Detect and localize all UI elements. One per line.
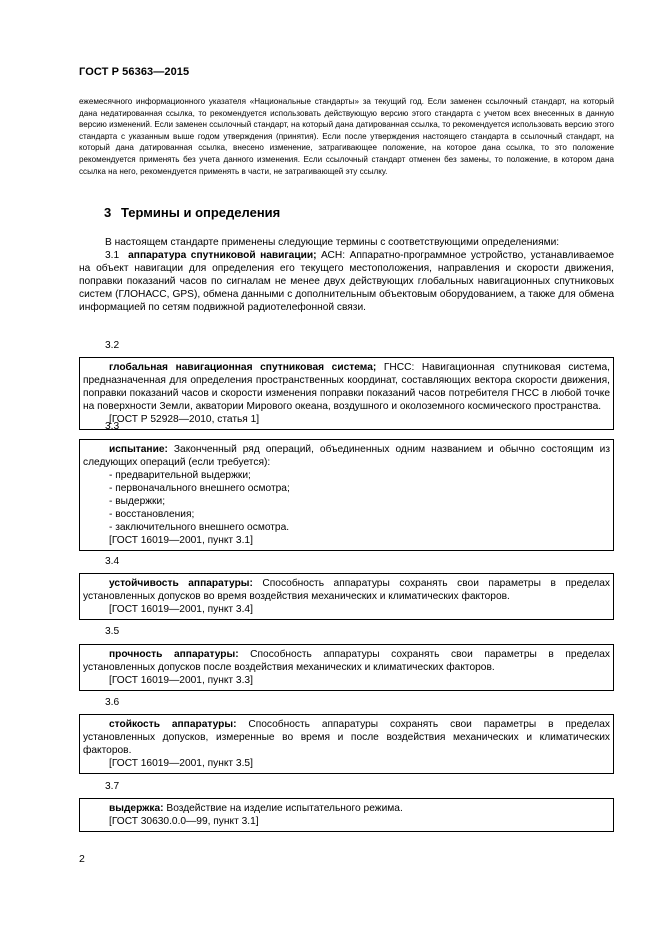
term-3-2-ref: [ГОСТ Р 52928—2010, статья 1] [109,414,260,425]
term-3-4-definition [83,577,610,603]
term-3-5-number: 3.5 [105,626,120,637]
term-3-6-term: стойкость аппаратуры: [109,719,237,730]
term-3-4-number: 3.4 [105,556,120,567]
term-3-6-definition [83,718,610,757]
term-3-3-term: испытание: [109,444,168,455]
term-3-3-definition [83,443,610,469]
section-number: 3 [104,205,112,220]
term-3-2-box [79,357,614,430]
term-3-5-definition [83,648,610,674]
document-header: ГОСТ Р 56363—2015 [79,66,190,78]
term-3-3-number: 3.3 [105,421,120,432]
list-item: - восстановления; [109,509,195,520]
term-3-7-term: выдержка: [109,803,164,814]
term-3-1 [79,249,614,314]
term-3-3-ref: [ГОСТ 16019—2001, пункт 3.1] [109,535,253,546]
intro-paragraph [79,96,614,177]
term-3-7-box [79,798,614,832]
term-3-5-term: прочность аппаратуры: [109,649,239,660]
term-3-6-number: 3.6 [105,697,120,708]
term-3-7-ref: [ГОСТ 30630.0.0—99, пункт 3.1] [109,816,259,827]
term-3-6-ref: [ГОСТ 16019—2001, пункт 3.5] [109,758,253,769]
term-3-1-term: аппаратура спутниковой навигации; [128,250,317,261]
section-title-text: Термины и определения [121,205,281,220]
term-3-6-text: Способность аппаратуры сохранять свои параметры в пределах установленных допусков, измеренные во время и после воздействия механических и климатических факторов. [83,719,610,756]
page-number: 2 [79,853,85,865]
term-3-2-text: ГНСС: Навигационная спутниковая система, предназначенная для определения пространственных координат, составляющих вектора скорости движения, поправки показаний часов и скорости изменения поправки показаний часов потребителя ГНСС в любой точке на поверхности Земли, акватории Мирового океана, воздушного и околоземного космического пространства. [83,362,610,412]
intro-text: ежемесячного информационного указателя «Национальные стандарты» за текущий год. Если заменен ссылочный стандарт, на который дана недатированная ссылка, то рекомендуется использовать действующую версию этого стандарта с учетом всех внесенных в данную версию изменений. Если заменен ссылочный стандарт, на который дана датированная ссылка, то рекомендуется использовать версию этого стандарта с указанным выше годом утверждения (принятия). Если после утверждения настоящего стандарта в ссылочный стандарт, на который дана датированная ссылка, внесено изменение, затрагивающее положение, на которое дана ссылка, то это положение рекомендуется применять без учета данного изменения. Если ссылочный стандарт отменен без замены, то положение, в котором дана ссылка на него, рекомендуется применять в части, не затрагивающей эту ссылку. [79,97,614,176]
list-item: - заключительного внешнего осмотра. [109,522,290,533]
term-3-4-ref: [ГОСТ 16019—2001, пункт 3.4] [109,604,253,615]
section-lead-block [79,236,614,314]
term-3-3-box [79,439,614,551]
term-3-1-number: 3.1 [105,250,120,261]
section-title [104,205,280,220]
term-3-6-box [79,714,614,774]
term-3-2-term: глобальная навигационная спутниковая система; [109,362,377,373]
term-3-2-number: 3.2 [105,340,120,351]
term-3-5-text: Способность аппаратуры сохранять свои параметры в пределах установленных допусков после воздействия механических и климатических факторов. [83,649,610,673]
term-3-1-text: АСН: Аппаратно-программное устройство, устанавливаемое на объект навигации для определения его текущего местоположения, направления и скорости движения, поправки показаний часов по сигналам не менее двух действующих глобальных навигационных спутниковых систем (ГЛОНАСС, GPS), обмена данными с дополнительным объектовым оборудованием, а также для обмена информацией по сетям подвижной радиотелефонной связи. [79,250,614,313]
term-3-3-text: Законченный ряд операций, объединенных одним названием и обычно состоящим из следующих операций (если требуется): [83,444,610,468]
term-3-7-definition [83,802,610,815]
list-item: - предварительной выдержки; [109,470,251,481]
term-3-5-ref: [ГОСТ 16019—2001, пункт 3.3] [109,675,253,686]
term-3-2-definition [83,361,610,413]
term-3-4-term: устойчивость аппаратуры: [109,578,253,589]
term-3-7-number: 3.7 [105,781,120,792]
term-3-4-box [79,573,614,620]
list-item: - выдержки; [109,496,166,507]
term-3-5-box [79,644,614,691]
section-lead: В настоящем стандарте применены следующие термины с соответствующими определениями: [105,237,560,248]
list-item: - первоначального внешнего осмотра; [109,483,290,494]
term-3-4-text: Способность аппаратуры сохранять свои параметры в пределах установленных допусков во время воздействия механических и климатических факторов. [83,578,610,602]
term-3-7-text: Воздействие на изделие испытательного режима. [163,803,403,814]
